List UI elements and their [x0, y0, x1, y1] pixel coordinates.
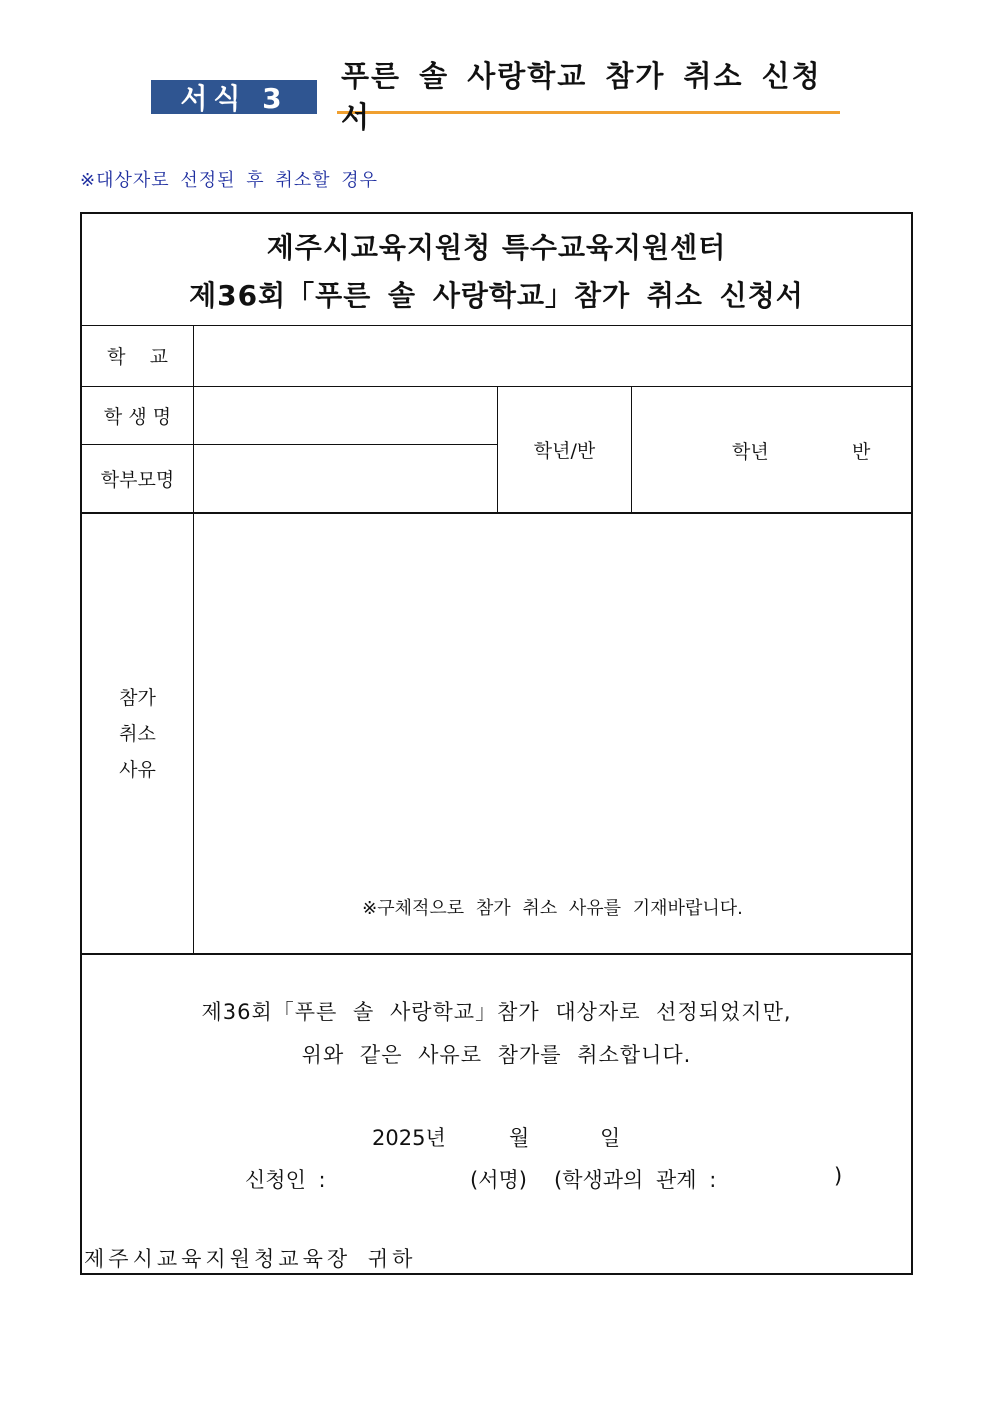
- addressee: 제주시교육지원청교육장 귀하: [84, 1247, 417, 1271]
- divider: [82, 953, 911, 955]
- school-field[interactable]: [194, 325, 911, 386]
- grade-class-field[interactable]: [632, 386, 911, 512]
- form-number-badge: 서식 3: [151, 80, 317, 114]
- reason-hint: ※구체적으로 참가 취소 사유를 기재바랍니다.: [362, 898, 743, 919]
- reason-label-line1: 참가: [119, 686, 156, 709]
- school-label: 학 교: [107, 346, 168, 368]
- relation-close: ): [834, 1164, 843, 1188]
- student-name-label: 학 생 명: [103, 405, 172, 428]
- statement-line-2: 위와 같은 사유로 참가를 취소합니다.: [301, 1043, 692, 1067]
- date-year: 2025년: [372, 1126, 446, 1150]
- reason-field[interactable]: [194, 514, 911, 953]
- grade-unit: 학년: [732, 441, 769, 463]
- class-unit: 반: [852, 441, 871, 463]
- parent-name-label: 학부모명: [100, 469, 175, 491]
- form-heading-title: 제36회「푸른 솔 사랑학교」참가 취소 신청서: [189, 279, 804, 312]
- date-day: 일: [600, 1126, 621, 1150]
- cancellation-form: [80, 212, 913, 1275]
- date-month: 월: [509, 1126, 530, 1150]
- grade-class-label: 학년/반: [533, 439, 596, 462]
- reason-label: [82, 514, 193, 953]
- reason-label-line3: 사유: [119, 758, 156, 781]
- statement-line-1: 제36회「푸른 솔 사랑학교」참가 대상자로 선정되었지만,: [201, 1000, 792, 1024]
- notice-text: ※대상자로 선정된 후 취소할 경우: [80, 170, 379, 191]
- applicant-label: 신청인 :: [245, 1168, 326, 1192]
- reason-label-line2: 취소: [119, 722, 156, 745]
- page-title: 푸른 솔 사랑학교 참가 취소 신청서: [337, 78, 840, 114]
- student-name-field[interactable]: [194, 386, 497, 444]
- relation-label: (학생과의 관계 :: [554, 1168, 717, 1192]
- signature-label: (서명): [470, 1168, 527, 1192]
- form-heading-organization: 제주시교육지원청 특수교육지원센터: [266, 231, 727, 264]
- parent-name-field[interactable]: [194, 445, 497, 512]
